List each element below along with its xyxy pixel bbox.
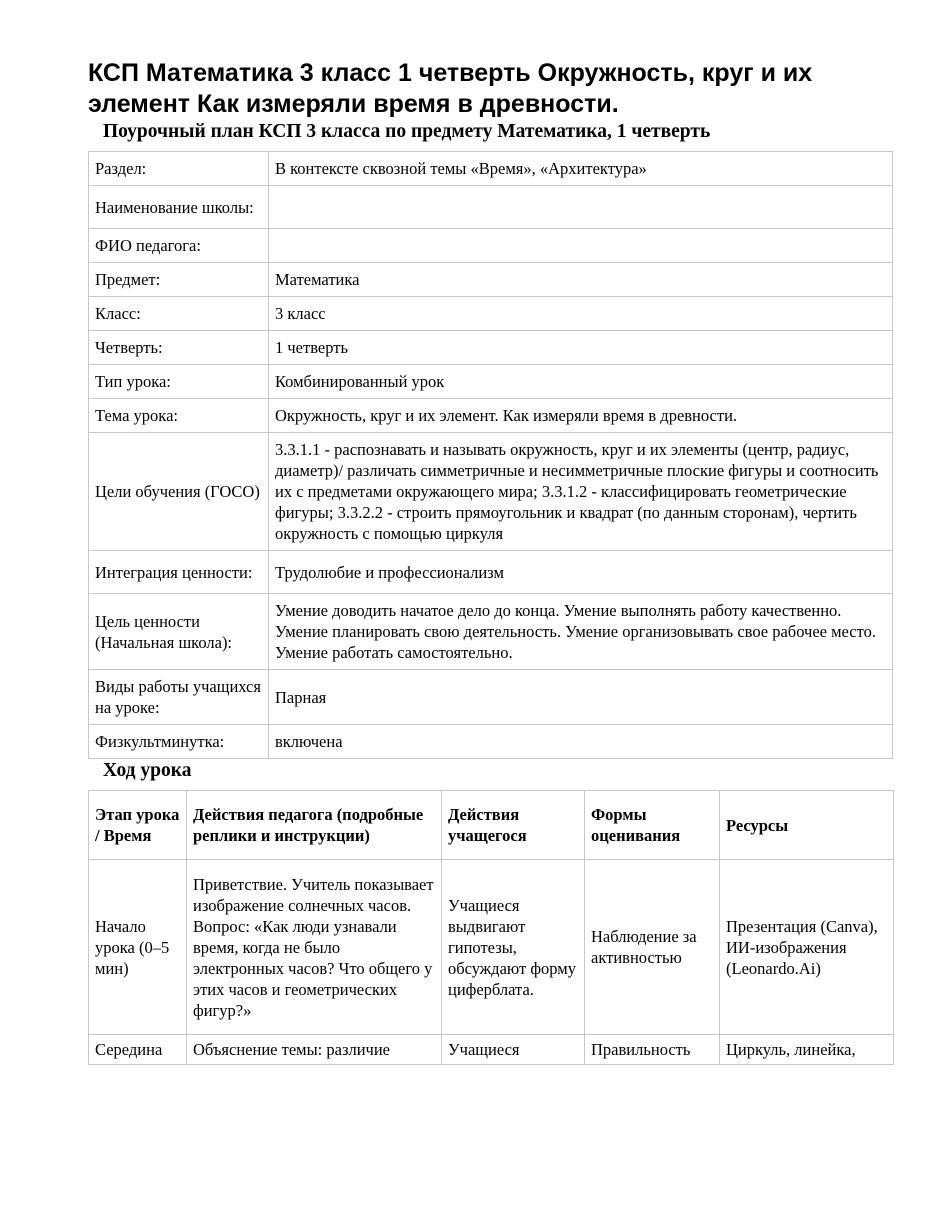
plan-heading: Поурочный план КСП 3 класса по предмету Математика, 1 четверть — [103, 121, 711, 142]
info-row — [89, 365, 893, 399]
info-row — [89, 263, 893, 297]
column-header-stage: Этап урока / Время — [89, 791, 187, 860]
info-row — [89, 297, 893, 331]
info-row — [89, 331, 893, 365]
info-value — [269, 186, 893, 229]
info-label: Цели обучения (ГОСО) — [89, 433, 269, 551]
info-value: Комбинированный урок — [269, 365, 893, 399]
info-value — [269, 229, 893, 263]
info-row — [89, 186, 893, 229]
info-value: Умение доводить начатое дело до конца. Умение выполнять работу качественно. Умение планировать свою деятельность. Умение организовывать свое рабочее место. Умение работать самостоятельно. — [269, 594, 893, 670]
lesson-heading: Ход урока — [103, 760, 192, 781]
lesson-table — [88, 790, 894, 1065]
cell-student-actions: Учащиеся — [442, 1035, 585, 1065]
info-label: Четверть: — [89, 331, 269, 365]
document-page — [88, 58, 893, 1065]
info-label: Интеграция ценности: — [89, 551, 269, 594]
table-row — [89, 1035, 894, 1065]
info-label: Предмет: — [89, 263, 269, 297]
info-value: Математика — [269, 263, 893, 297]
info-value: Трудолюбие и профессионализм — [269, 551, 893, 594]
cell-assessment: Наблюдение за активностью — [585, 860, 720, 1035]
info-label: Цель ценности (Начальная школа): — [89, 594, 269, 670]
info-value: 3 класс — [269, 297, 893, 331]
info-row — [89, 399, 893, 433]
table-row — [89, 860, 894, 1035]
info-label: Физкультминутка: — [89, 725, 269, 759]
info-value: В контексте сквозной темы «Время», «Архитектура» — [269, 152, 893, 186]
info-label: ФИО педагога: — [89, 229, 269, 263]
cell-teacher-actions: Приветствие. Учитель показывает изображение солнечных часов. Вопрос: «Как люди узнавали время, когда не было электронных часов? Что общего у этих часов и геометрических фигур?» — [187, 860, 442, 1035]
info-row — [89, 229, 893, 263]
cell-resources: Циркуль, линейка, — [720, 1035, 894, 1065]
info-value: Парная — [269, 670, 893, 725]
info-value: 1 четверть — [269, 331, 893, 365]
info-row — [89, 594, 893, 670]
cell-stage: Середина — [89, 1035, 187, 1065]
cell-resources: Презентация (Canva), ИИ-изображения (Leonardo.Ai) — [720, 860, 894, 1035]
info-row — [89, 725, 893, 759]
cell-assessment: Правильность — [585, 1035, 720, 1065]
info-row — [89, 670, 893, 725]
cell-stage: Начало урока (0–5 мин) — [89, 860, 187, 1035]
info-label: Тип урока: — [89, 365, 269, 399]
info-row — [89, 152, 893, 186]
cell-student-actions: Учащиеся выдвигают гипотезы, обсуждают форму циферблата. — [442, 860, 585, 1035]
info-label: Тема урока: — [89, 399, 269, 433]
info-table — [88, 151, 893, 759]
column-header-student-actions: Действия учащегося — [442, 791, 585, 860]
info-label: Виды работы учащихся на уроке: — [89, 670, 269, 725]
info-value: включена — [269, 725, 893, 759]
info-value: Окружность, круг и их элемент. Как измеряли время в древности. — [269, 399, 893, 433]
info-label: Раздел: — [89, 152, 269, 186]
info-label: Наименование школы: — [89, 186, 269, 229]
column-header-assessment: Формы оценивания — [585, 791, 720, 860]
info-label: Класс: — [89, 297, 269, 331]
info-row — [89, 433, 893, 551]
info-row — [89, 551, 893, 594]
cell-teacher-actions: Объяснение темы: различие — [187, 1035, 442, 1065]
lesson-header-row — [89, 791, 894, 860]
column-header-teacher-actions: Действия педагога (подробные реплики и инструкции) — [187, 791, 442, 860]
document-title: КСП Математика 3 класс 1 четверть Окружность, круг и их элемент Как измеряли время в древности. — [88, 59, 813, 118]
column-header-resources: Ресурсы — [720, 791, 894, 860]
info-value: 3.3.1.1 - распознавать и называть окружность, круг и их элементы (центр, радиус, диаметр)/ различать симметричные и несимметричные плоские фигуры и соотносить их с предметами окружающего мира; 3.3.1.2 - классифицировать геометрические фигуры; 3.3.2.2 - строить прямоугольник и квадрат (по данным сторонам), чертить окружность с помощью циркуля — [269, 433, 893, 551]
